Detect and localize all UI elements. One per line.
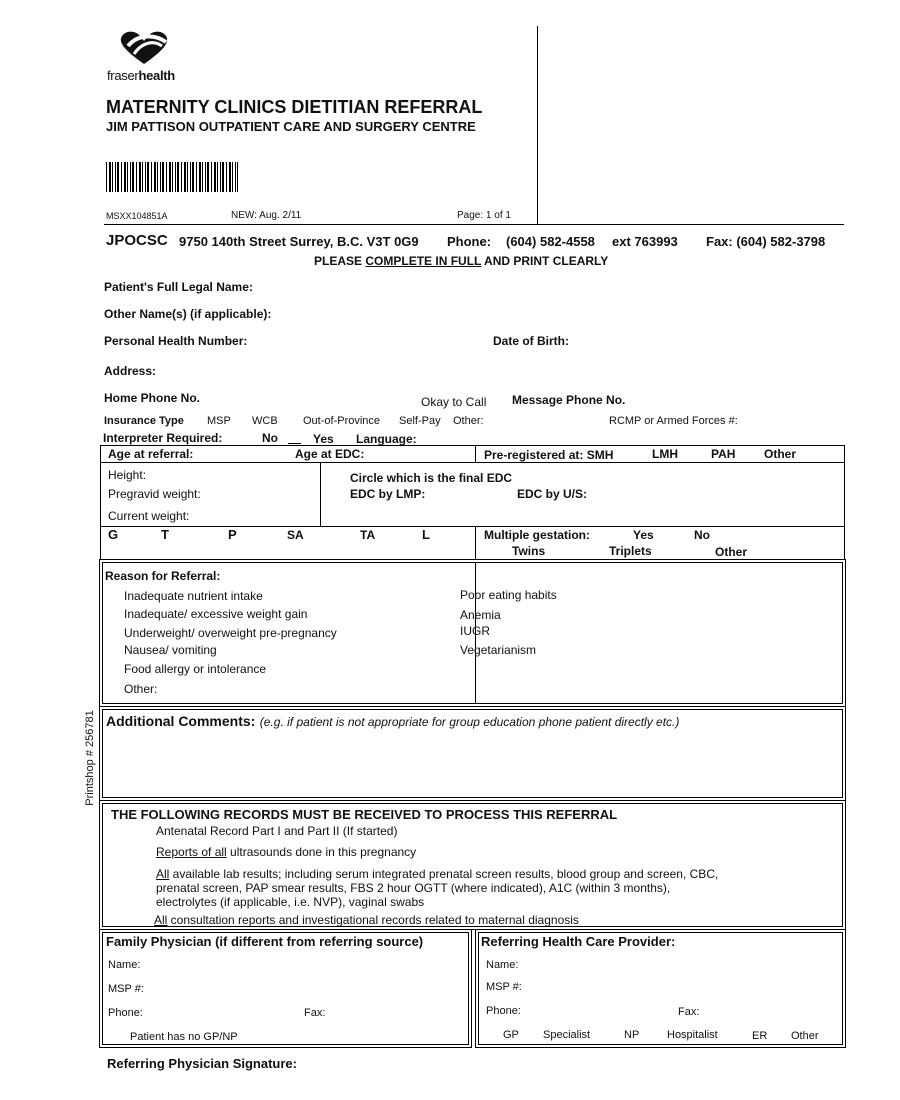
gtpal-g: G (108, 527, 119, 542)
prereg-lmh: LMH (652, 447, 678, 461)
reason-item: Vegetarianism (460, 643, 537, 657)
reason-item: Inadequate nutrient intake (124, 589, 263, 603)
form-revision: NEW: Aug. 2/11 (231, 210, 302, 221)
multiple-gestation-label: Multiple gestation: (484, 528, 590, 542)
okay-to-call-label: Okay to Call (421, 395, 487, 409)
comments-header (106, 713, 679, 731)
dob-label: Date of Birth: (493, 334, 569, 348)
fp-no-gp-label: Patient has no GP/NP (130, 1031, 238, 1043)
comments-title: Additional Comments: (106, 713, 256, 729)
rp-type-specialist: Specialist (543, 1029, 591, 1041)
insurance-wcb: WCB (252, 415, 278, 427)
records-item: Reports of all ultrasounds done in this pregnancy (156, 845, 417, 859)
rp-type-np: NP (624, 1029, 640, 1041)
print-instruction: PLEASE COMPLETE IN FULL AND PRINT CLEARLY (314, 254, 609, 268)
rp-msp-label: MSP #: (486, 981, 522, 993)
insurance-msp: MSP (207, 415, 231, 427)
rp-type-other: Other (791, 1030, 819, 1042)
reason-item: Anemia (460, 608, 501, 622)
form-title: MATERNITY CLINICS DIETITIAN REFERRAL (106, 97, 483, 117)
multiple-no: No (694, 528, 710, 542)
reason-title: Reason for Referral: (105, 569, 221, 583)
height-label: Height: (108, 468, 147, 482)
reason-item: Underweight/ overweight pre-pregnancy (124, 626, 337, 640)
heart-logo-icon (114, 28, 174, 66)
current-weight-label: Current weight: (108, 509, 190, 523)
rp-fax-label: Fax: (678, 1006, 700, 1018)
gtpal-ta: TA (360, 528, 376, 542)
records-item: All consultation reports and investigational records related to maternal diagnosis (154, 913, 579, 927)
interpreter-blank (288, 443, 301, 444)
fp-name-label: Name: (108, 959, 141, 971)
patient-full-name-label: Patient's Full Legal Name: (104, 280, 253, 294)
multiple-twins: Twins (512, 544, 546, 558)
header-divider-horizontal (104, 224, 844, 225)
reason-item: Nausea/ vomiting (124, 643, 217, 657)
fraser-health-logo (106, 28, 176, 84)
edc-us-label: EDC by U/S: (517, 487, 588, 501)
reason-item: Poor eating habits (460, 588, 557, 602)
clinic-address: 9750 140th Street Surrey, B.C. V3T 0G9 (179, 234, 419, 249)
address-label: Address: (104, 364, 157, 378)
logo-text-plain: fraser (107, 68, 139, 83)
clinic-abbrev: JPOCSC (106, 232, 168, 249)
phn-label: Personal Health Number: (104, 334, 248, 348)
logo-text-bold: health (138, 68, 175, 83)
other-names-label: Other Name(s) (if applicable): (104, 307, 272, 321)
clinic-fax: Fax: (604) 582-3798 (706, 234, 826, 249)
home-phone-label: Home Phone No. (104, 391, 201, 405)
multiple-triplets: Triplets (609, 544, 652, 558)
age-at-referral-label: Age at referral: (108, 447, 194, 461)
clinic-phone-label: Phone: (447, 234, 492, 249)
reason-item: Food allergy or intolerance (124, 662, 267, 676)
clinic-ext: ext 763993 (612, 234, 678, 249)
rp-type-er: ER (752, 1030, 768, 1042)
fp-phone-label: Phone: (108, 1007, 143, 1019)
fp-fax-label: Fax: (304, 1007, 326, 1019)
edc-lmp-label: EDC by LMP: (350, 487, 426, 501)
interpreter-label: Interpreter Required: (103, 431, 223, 445)
barcode (106, 162, 238, 192)
insurance-other: Other: (453, 415, 484, 427)
interpreter-yes: Yes (313, 432, 334, 446)
form-code: MSXX104851A (106, 211, 168, 221)
age-at-edc-label: Age at EDC: (295, 447, 365, 461)
pregravid-weight-label: Pregravid weight: (108, 487, 201, 501)
gtpal-l: L (422, 527, 430, 542)
referring-physician-signature-label: Referring Physician Signature: (107, 1056, 297, 1071)
prereg-pah: PAH (711, 447, 736, 461)
prereg-other: Other (764, 447, 797, 461)
reason-item: IUGR (460, 624, 490, 638)
insurance-type-label: Insurance Type (104, 415, 184, 427)
header-divider-vertical (537, 26, 538, 225)
insurance-self-pay: Self-Pay (399, 415, 441, 427)
message-phone-label: Message Phone No. (512, 393, 626, 407)
circle-final-edc-label: Circle which is the final EDC (350, 471, 513, 485)
gtpal-sa: SA (287, 528, 304, 542)
rp-type-gp: GP (503, 1029, 519, 1041)
reason-item: Inadequate/ excessive weight gain (124, 607, 308, 621)
form-subtitle: JIM PATTISON OUTPATIENT CARE AND SURGERY CENTRE (106, 119, 476, 134)
interpreter-no: No (262, 431, 278, 445)
referring-provider-title: Referring Health Care Provider: (481, 934, 676, 949)
reason-item: Other: (124, 682, 158, 696)
records-item: All available lab results; including serum integrated prenatal screen results, blood group and screen, CBC, prenatal screen, PAP smear results, FBS 2 hour OGTT (where indicated), A1C (within 3 months), electrolytes (if applicable, i.e. NVP), vaginal swabs (156, 867, 719, 909)
rcmp-label: RCMP or Armed Forces #: (609, 415, 738, 427)
language-label: Language: (356, 432, 417, 446)
records-item: Antenatal Record Part I and Part II (If started) (156, 824, 398, 838)
family-physician-title: Family Physician (if different from referring source) (106, 934, 424, 949)
rp-type-hospitalist: Hospitalist (667, 1029, 718, 1041)
multiple-yes: Yes (633, 528, 654, 542)
gtpal-p: P (228, 527, 237, 542)
page-number: Page: 1 of 1 (457, 210, 511, 221)
insurance-out-of-province: Out-of-Province (303, 415, 381, 427)
gtpal-t: T (161, 527, 169, 542)
printshop-number: Printshop # 256781 (84, 710, 96, 806)
clinic-phone: (604) 582-4558 (506, 234, 595, 249)
multiple-other: Other (715, 545, 748, 559)
fp-msp-label: MSP #: (108, 983, 144, 995)
rp-phone-label: Phone: (486, 1005, 521, 1017)
comments-hint: (e.g. if patient is not appropriate for group education phone patient directly etc.) (259, 715, 680, 729)
preregistered-label: Pre-registered at: SMH (484, 448, 614, 462)
records-title: THE FOLLOWING RECORDS MUST BE RECEIVED TO PROCESS THIS REFERRAL (111, 807, 618, 822)
rp-name-label: Name: (486, 959, 519, 971)
